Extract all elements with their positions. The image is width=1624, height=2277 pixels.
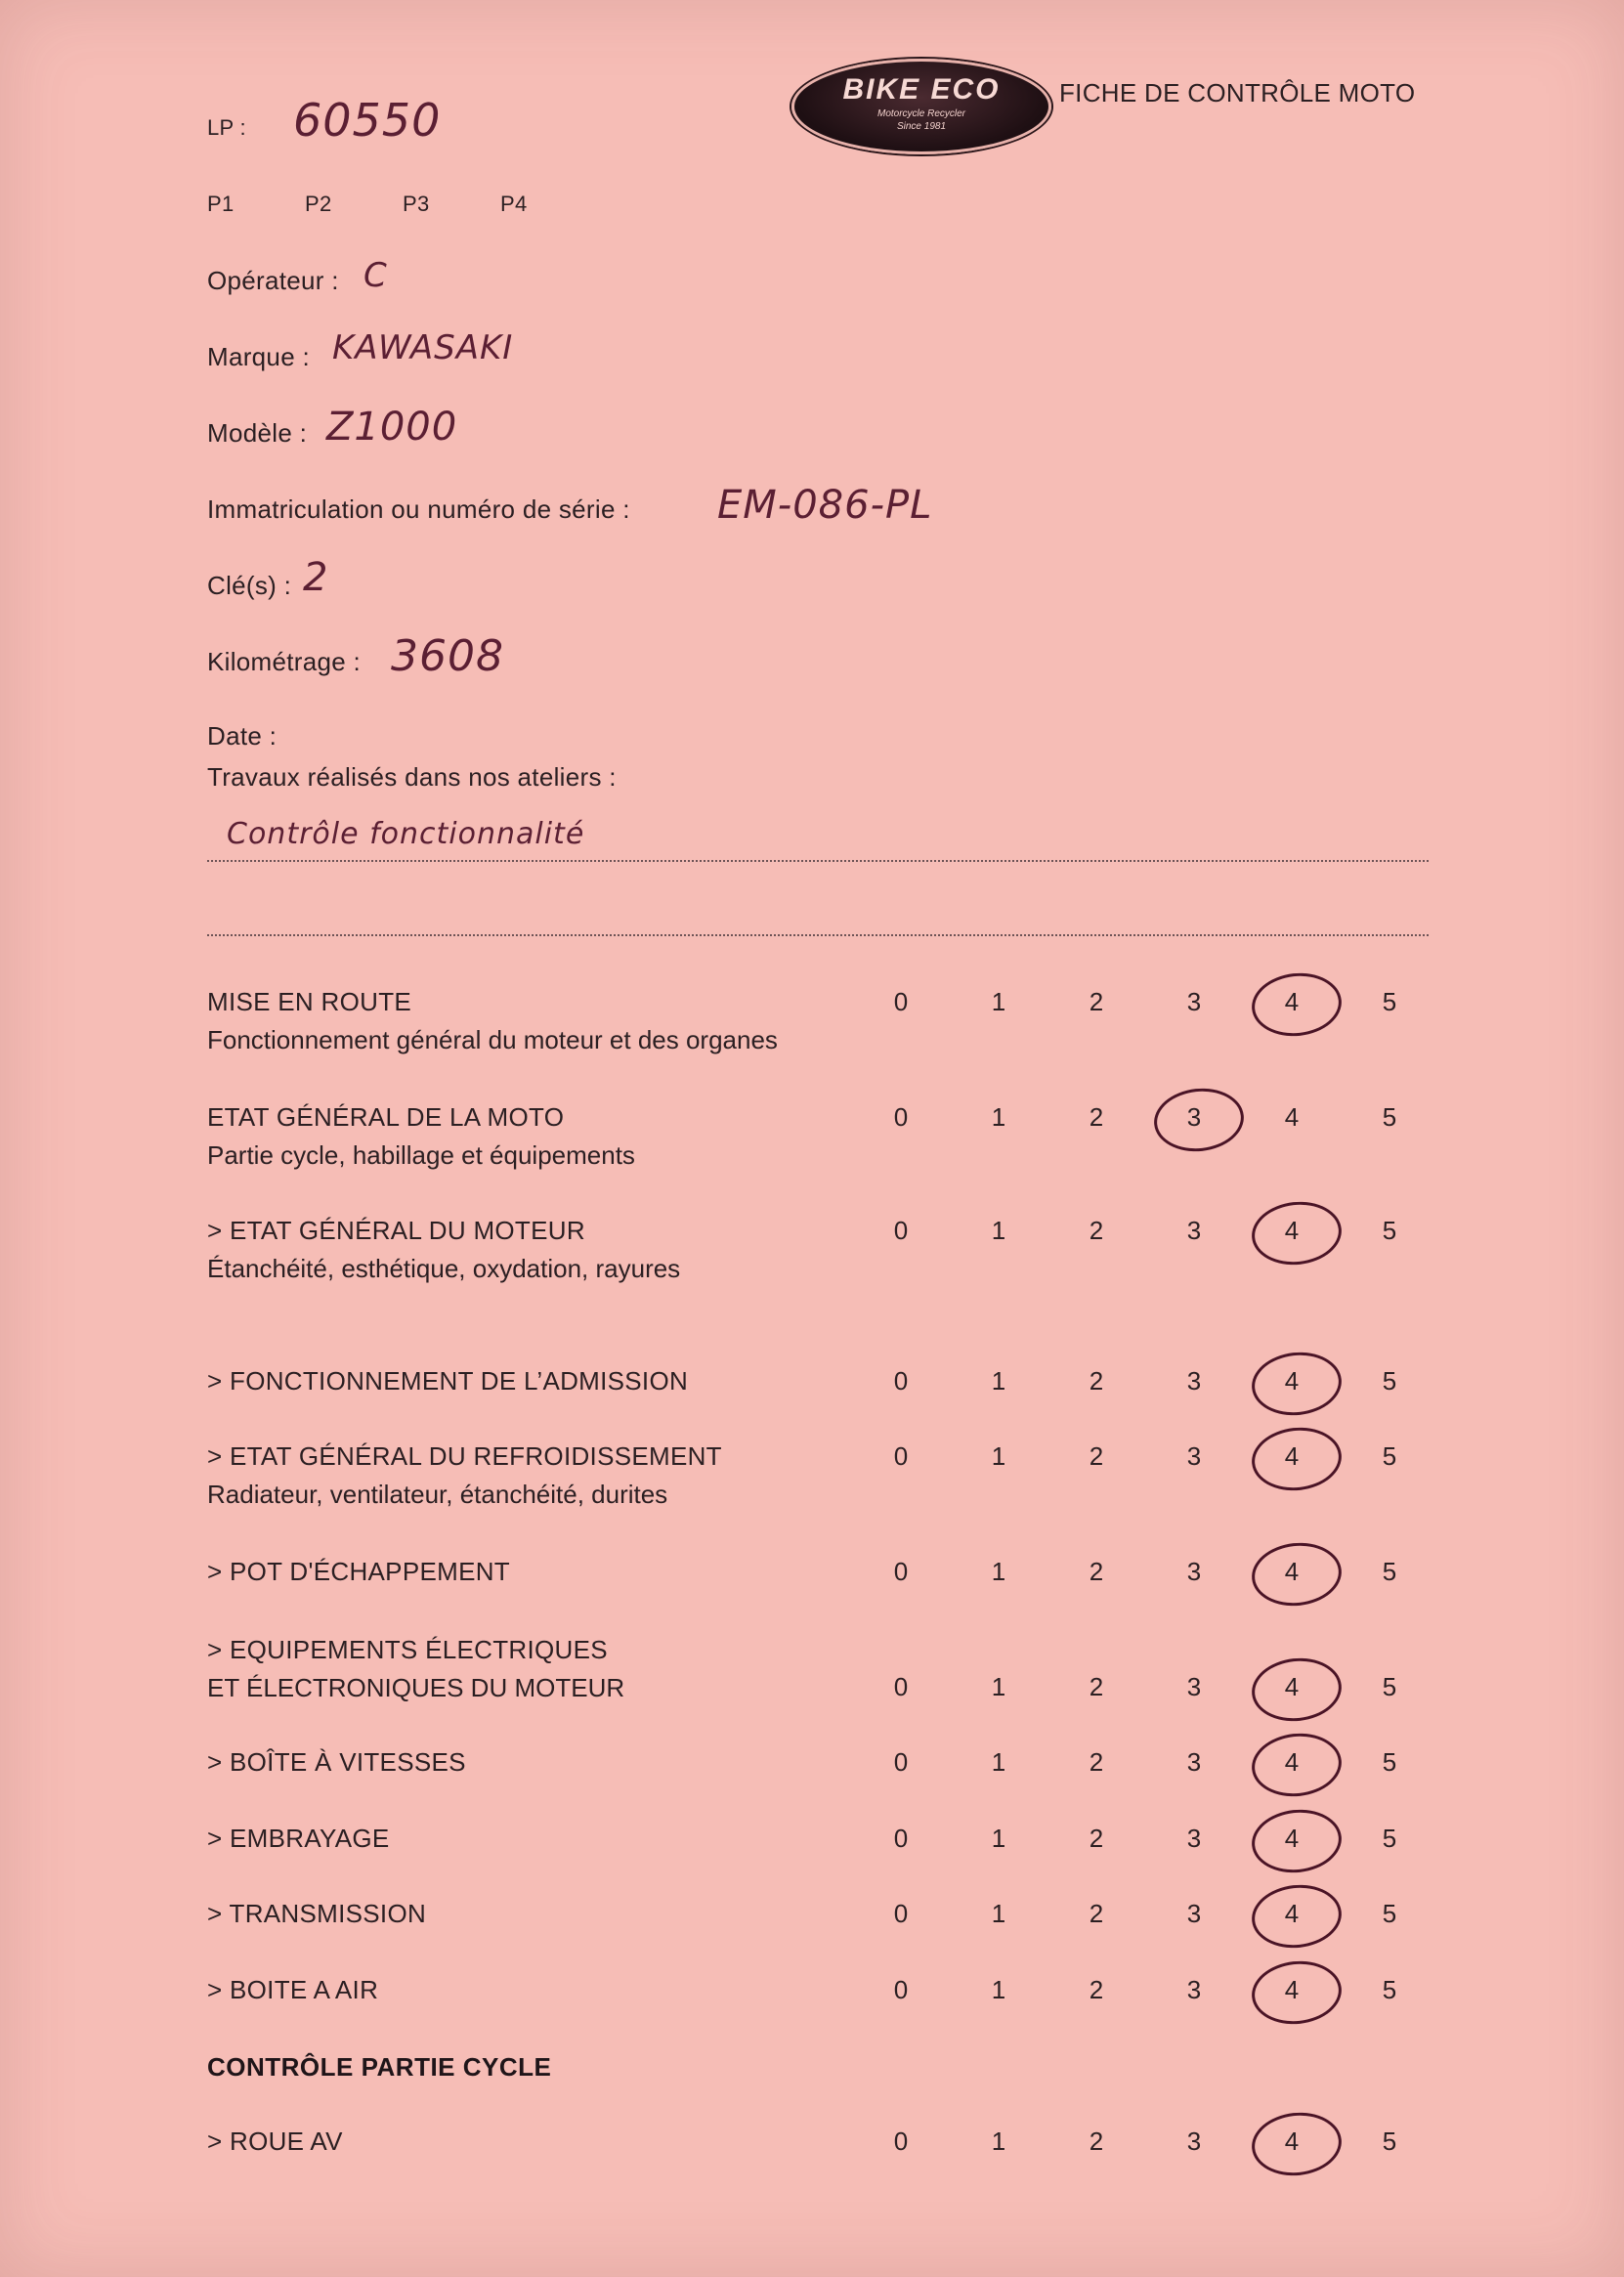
rating-row: [207, 1557, 510, 1587]
score-option-1[interactable]: 1: [991, 1102, 1006, 1132]
rating-row: [207, 1366, 688, 1396]
score-option-0[interactable]: 0: [893, 1747, 909, 1777]
score-option-0[interactable]: 0: [893, 987, 909, 1016]
score-option-1[interactable]: 1: [991, 1366, 1006, 1396]
score-option-1[interactable]: 1: [991, 1216, 1006, 1245]
score-option-5[interactable]: 5: [1382, 987, 1397, 1016]
modele-label: Modèle :: [207, 418, 308, 448]
marque-value: KAWASAKI: [332, 328, 514, 367]
score-option-2[interactable]: 2: [1089, 1102, 1104, 1132]
score-option-0[interactable]: 0: [893, 2127, 909, 2156]
score-option-0[interactable]: 0: [893, 1557, 909, 1586]
rating-row-title: > BOÎTE À VITESSES: [207, 1747, 466, 1777]
dotted-line-1: [207, 860, 1429, 862]
rating-row: [207, 1824, 390, 1854]
score-option-5[interactable]: 5: [1382, 1441, 1397, 1471]
rating-row-subtitle: Étanchéité, esthétique, oxydation, rayures: [207, 1254, 681, 1283]
score-option-3[interactable]: 3: [1186, 1216, 1202, 1245]
score-option-3[interactable]: 3: [1186, 1102, 1202, 1132]
score-option-0[interactable]: 0: [893, 1441, 909, 1471]
rating-row-subtitle: Fonctionnement général du moteur et des organes: [207, 1025, 778, 1054]
score-option-4[interactable]: 4: [1284, 2127, 1300, 2156]
score-option-3[interactable]: 3: [1186, 1557, 1202, 1586]
selected-score-circle: [1249, 2108, 1345, 2179]
score-option-2[interactable]: 2: [1089, 1557, 1104, 1586]
rating-row: [207, 1635, 624, 1703]
marque-label: Marque :: [207, 342, 311, 371]
score-option-5[interactable]: 5: [1382, 1102, 1397, 1132]
score-option-0[interactable]: 0: [893, 1975, 909, 2004]
priority-p1: P1: [207, 192, 235, 216]
score-option-1[interactable]: 1: [991, 1557, 1006, 1586]
score-option-1[interactable]: 1: [991, 2127, 1006, 2156]
date-label: Date :: [207, 721, 278, 751]
score-option-5[interactable]: 5: [1382, 1216, 1397, 1245]
rating-row-title: ETAT GÉNÉRAL DE LA MOTO: [207, 1102, 565, 1132]
rating-row: [207, 1102, 635, 1171]
selected-score-circle: [1151, 1084, 1247, 1155]
score-option-1[interactable]: 1: [991, 1899, 1006, 1928]
score-option-2[interactable]: 2: [1089, 2127, 1104, 2156]
rating-row-subtitle: Radiateur, ventilateur, étanchéité, durites: [207, 1480, 668, 1509]
selected-score-circle: [1249, 1880, 1345, 1952]
score-option-0[interactable]: 0: [893, 1899, 909, 1928]
score-option-1[interactable]: 1: [991, 1747, 1006, 1777]
selected-score-circle: [1249, 968, 1345, 1040]
score-option-4[interactable]: 4: [1284, 1102, 1300, 1132]
immatriculation-label: Immatriculation ou numéro de série :: [207, 494, 630, 524]
rating-row: [207, 1899, 426, 1929]
rating-row-title: > ETAT GÉNÉRAL DU MOTEUR: [207, 1216, 585, 1245]
score-option-3[interactable]: 3: [1186, 1975, 1202, 2004]
rating-row-title: > FONCTIONNEMENT DE L’ADMISSION: [207, 1366, 689, 1396]
score-option-3[interactable]: 3: [1186, 987, 1202, 1016]
score-option-4[interactable]: 4: [1284, 1441, 1300, 1471]
score-option-2[interactable]: 2: [1089, 1899, 1104, 1928]
score-option-4[interactable]: 4: [1284, 1216, 1300, 1245]
rating-row-subtitle: ET ÉLECTRONIQUES DU MOTEUR: [207, 1673, 625, 1702]
score-option-4[interactable]: 4: [1284, 1747, 1300, 1777]
score-option-2[interactable]: 2: [1089, 1824, 1104, 1853]
score-option-1[interactable]: 1: [991, 1975, 1006, 2004]
operateur-value: C: [363, 256, 388, 295]
selected-score-circle: [1249, 1729, 1345, 1800]
score-option-1[interactable]: 1: [991, 987, 1006, 1016]
travaux-label: Travaux réalisés dans nos ateliers :: [207, 762, 617, 792]
score-option-2[interactable]: 2: [1089, 1216, 1104, 1245]
selected-score-circle: [1249, 1348, 1345, 1419]
score-option-5[interactable]: 5: [1382, 1366, 1397, 1396]
selected-score-circle: [1249, 1956, 1345, 2028]
score-option-4[interactable]: 4: [1284, 1672, 1300, 1701]
score-option-0[interactable]: 0: [893, 1824, 909, 1853]
priority-p4: P4: [500, 192, 528, 216]
rating-row-title: > POT D'ÉCHAPPEMENT: [207, 1557, 510, 1586]
rating-row-title: MISE EN ROUTE: [207, 987, 412, 1016]
rating-row: [207, 1441, 722, 1510]
travaux-value: Contrôle fonctionnalité: [227, 817, 585, 851]
score-option-1[interactable]: 1: [991, 1824, 1006, 1853]
rating-row: [207, 2127, 343, 2157]
score-option-3[interactable]: 3: [1186, 1899, 1202, 1928]
priority-p2: P2: [305, 192, 332, 216]
score-option-4[interactable]: 4: [1284, 1899, 1300, 1928]
score-option-4[interactable]: 4: [1284, 1975, 1300, 2004]
score-option-3[interactable]: 3: [1186, 1441, 1202, 1471]
rating-row-title: > EQUIPEMENTS ÉLECTRIQUES: [207, 1635, 608, 1664]
score-option-2[interactable]: 2: [1089, 1672, 1104, 1701]
immatriculation-value: EM-086-PL: [717, 483, 933, 528]
rating-row-title: > BOITE A AIR: [207, 1975, 379, 2004]
score-option-5[interactable]: 5: [1382, 1975, 1397, 2004]
rating-row-title: > ETAT GÉNÉRAL DU REFROIDISSEMENT: [207, 1441, 722, 1471]
rating-row: [207, 1216, 680, 1284]
cles-label: Clé(s) :: [207, 571, 292, 600]
dotted-line-2: [207, 934, 1429, 936]
score-option-3[interactable]: 3: [1186, 1672, 1202, 1701]
rating-row: [207, 1747, 466, 1778]
modele-value: Z1000: [326, 405, 458, 450]
score-option-0[interactable]: 0: [893, 1102, 909, 1132]
score-option-2[interactable]: 2: [1089, 1747, 1104, 1777]
score-option-3[interactable]: 3: [1186, 1824, 1202, 1853]
kilometrage-value: 3608: [391, 631, 504, 681]
rating-row: [207, 987, 778, 1055]
section-partie-cycle-title: CONTRÔLE PARTIE CYCLE: [207, 2052, 552, 2082]
score-option-5[interactable]: 5: [1382, 1747, 1397, 1777]
score-option-5[interactable]: 5: [1382, 1557, 1397, 1586]
selected-score-circle: [1249, 1538, 1345, 1610]
selected-score-circle: [1249, 1654, 1345, 1725]
score-option-5[interactable]: 5: [1382, 1899, 1397, 1928]
priority-p3: P3: [403, 192, 430, 216]
rating-row-title: > ROUE AV: [207, 2127, 343, 2156]
score-option-2[interactable]: 2: [1089, 1975, 1104, 2004]
score-option-2[interactable]: 2: [1089, 1366, 1104, 1396]
score-option-0[interactable]: 0: [893, 1672, 909, 1701]
score-option-0[interactable]: 0: [893, 1216, 909, 1245]
score-option-3[interactable]: 3: [1186, 1366, 1202, 1396]
score-option-4[interactable]: 4: [1284, 1557, 1300, 1586]
cles-value: 2: [303, 555, 329, 600]
score-option-2[interactable]: 2: [1089, 987, 1104, 1016]
score-option-1[interactable]: 1: [991, 1441, 1006, 1471]
rating-row-title: > EMBRAYAGE: [207, 1824, 390, 1853]
kilometrage-label: Kilométrage :: [207, 647, 362, 676]
score-option-0[interactable]: 0: [893, 1366, 909, 1396]
score-option-5[interactable]: 5: [1382, 2127, 1397, 2156]
rating-row-title: > TRANSMISSION: [207, 1899, 427, 1928]
selected-score-circle: [1249, 1197, 1345, 1268]
score-option-2[interactable]: 2: [1089, 1441, 1104, 1471]
bike-eco-logo: [791, 59, 1051, 154]
score-option-3[interactable]: 3: [1186, 1747, 1202, 1777]
lp-value: 60550: [293, 94, 442, 147]
score-option-4[interactable]: 4: [1284, 1366, 1300, 1396]
logo-tagline: Motorcycle Recycler: [876, 108, 966, 119]
lp-label: LP :: [207, 115, 246, 140]
score-option-5[interactable]: 5: [1382, 1672, 1397, 1701]
score-option-4[interactable]: 4: [1284, 1824, 1300, 1853]
score-option-3[interactable]: 3: [1186, 2127, 1202, 2156]
logo-since: Since 1981: [896, 121, 947, 132]
form-title: FICHE DE CONTRÔLE MOTO: [1059, 78, 1416, 107]
score-option-4[interactable]: 4: [1284, 987, 1300, 1016]
rating-row-subtitle: Partie cycle, habillage et équipements: [207, 1140, 635, 1170]
rating-row: [207, 1975, 378, 2005]
logo-brand: BIKE ECO: [842, 73, 1001, 106]
operateur-label: Opérateur :: [207, 266, 339, 295]
score-option-5[interactable]: 5: [1382, 1824, 1397, 1853]
selected-score-circle: [1249, 1805, 1345, 1876]
score-option-1[interactable]: 1: [991, 1672, 1006, 1701]
selected-score-circle: [1249, 1423, 1345, 1494]
